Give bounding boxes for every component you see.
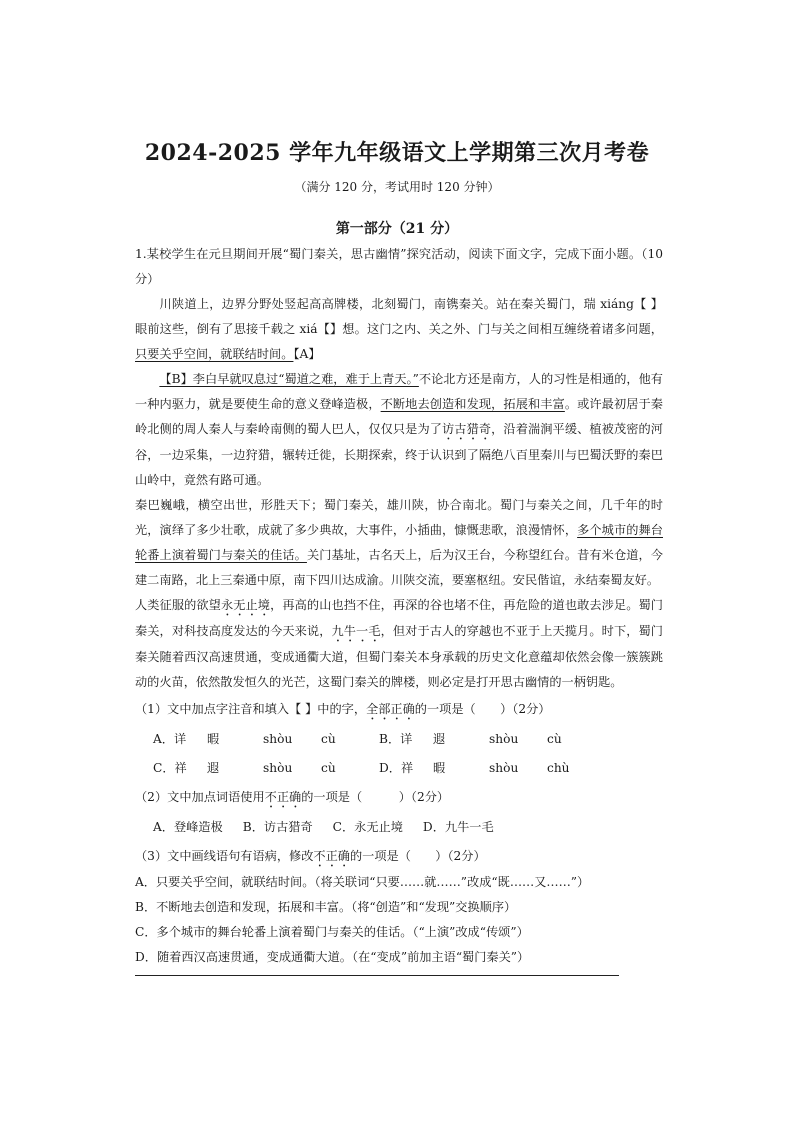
- passage-paragraph-4: [135, 593, 663, 695]
- sub-question-3-stem: [135, 844, 663, 870]
- underlined-sentence-c: 多个城市的舞台轮番上演着蜀门与秦关的佳话。: [135, 523, 663, 562]
- option-a-pinyin2: cù: [321, 732, 336, 746]
- option-c-pinyin1: shòu: [263, 761, 293, 775]
- passage-paragraph-1: [135, 292, 663, 367]
- sub-question-1-options-ab: [135, 727, 663, 752]
- stem-text: （3）文中画线语句有语病，修改: [135, 849, 314, 863]
- stem-text: （1）文中加点字注音和填入【 】中的字，: [135, 702, 367, 716]
- stem-emphasis: 全部正确: [366, 702, 415, 716]
- sub-question-2-stem: [135, 785, 663, 811]
- sub-question-1-options-cd: [135, 756, 663, 781]
- option-b-char2: 遐: [433, 732, 446, 746]
- stem-emphasis: 不正确: [264, 790, 302, 804]
- passage-text: ，: [368, 397, 381, 411]
- underlined-sentence-a: 只要关乎空间，就联结时间。: [135, 347, 294, 361]
- passage-text: 人类征服的欲望: [135, 598, 221, 612]
- stem-emphasis: 不正确: [313, 849, 350, 863]
- exam-title: 2024-2025 学年九年级语文上学期第三次月考卷: [144, 140, 650, 166]
- bottom-divider: [135, 975, 619, 976]
- question-1-intro: 1.某校学生在元旦期间开展“蜀门秦关，思古幽情”探究活动，阅读下面文字，完成下面小题。（10分）: [135, 247, 663, 286]
- option-b-char1[interactable]: B．详: [379, 732, 413, 746]
- passage-text: ，但蜀门秦关本身承载的历史文化意蕴却依然会像一簇簇跳动的火苗，依然散发恒久的光芒，这蜀门秦关的牌楼，则必定是打开思古幽情的一柄钥匙。: [135, 650, 663, 689]
- passage-marker-a: 【A】: [293, 347, 321, 361]
- passage-text: 关门基址，古名天上，后为汉王台，今称望红台。昔有米仓道，今建二南路，北上三秦通中原，南下四川达成渝。川陕交流，要塞枢纽。安民偕谊，永结秦蜀友好。: [135, 548, 663, 587]
- stem-text: （2）文中加点词语使用: [135, 790, 265, 804]
- passage-text: ，再高的山也挡不住，再深的谷也堵不住，再危险的道也敢去涉足。蜀门秦关，对科技高度发达的今天来说，: [135, 598, 663, 638]
- quote-li-bai: 【B】李白早就叹息过“蜀道之难，难于上青天。”: [159, 372, 419, 386]
- sub-question-1-stem: [135, 697, 663, 723]
- dotted-term-1: 登峰造极: [319, 397, 369, 411]
- passage-text: 秦巴巍峨，横空出世，形胜天下；蜀门秦关，雄川陕，协合南北。蜀门与秦关之间，几千年的时光，演绎了多少壮歌，成就了多少典故，大事件，小插曲，慷慨悲歌，浪漫情怀，: [135, 498, 663, 537]
- option-d-char1[interactable]: D．祥: [379, 761, 414, 775]
- stem-text: 的一项是（ ）（2分）: [414, 702, 551, 716]
- section-heading: 第一部分（21 分）: [335, 221, 459, 237]
- option-d-pinyin1: shòu: [489, 761, 519, 775]
- option-a-char1[interactable]: A．详: [153, 732, 187, 746]
- passage-paragraph-2: [135, 367, 663, 493]
- option-b[interactable]: B．访古猎奇: [242, 820, 313, 834]
- passage-text: 川陕道上，边界分野处竖起高高牌楼，北刻蜀门，南镌秦关。站在秦关蜀门，瑞 xiáng【 】眼前这些，倒有了思接千载之 xiá【】想。这门之内、关之外、门与关之间相互缠绕着诸多问题，: [135, 297, 663, 336]
- option-d-char2: 暇: [433, 761, 446, 775]
- passage-text: 。或许最初居于秦岭北侧的周人秦人与秦岭南侧的蜀人巴人，仅仅只是为了: [135, 397, 663, 436]
- passage-text: 不论北方还是南方，人的习性是相通的，他有一种内驱力，就是要使生命的意义: [135, 372, 663, 411]
- passage-text: ，但对于古人的穿越也不亚于上天揽月。时下，: [380, 624, 639, 638]
- sub-question-3-option-c[interactable]: C．多个城市的舞台轮番上演着蜀门与秦关的佳话。（“上演”改成“传颂”）: [135, 925, 529, 939]
- option-c-char2: 遐: [207, 761, 220, 775]
- dotted-term-4: 九牛一毛: [331, 624, 381, 638]
- sub-question-3-option-b[interactable]: B．不断地去创造和发现，拓展和丰富。（将“创造”和“发现”交换顺序）: [135, 900, 517, 914]
- option-a-char2: 暇: [207, 732, 220, 746]
- underlined-sentence-d: 蜀门秦关随着西汉高速贯通，变成通衢大道: [135, 624, 663, 664]
- option-a-pinyin1: shòu: [263, 732, 293, 746]
- sub-question-3-option-d[interactable]: D．随着西汉高速贯通，变成通衢大道。（在“变成”前加主语“蜀门秦关”）: [135, 950, 530, 964]
- option-a[interactable]: A．登峰造极: [153, 820, 223, 834]
- option-b-pinyin2: cù: [547, 732, 562, 746]
- option-c[interactable]: C．永无止境: [332, 820, 403, 834]
- option-c-char1[interactable]: C．祥: [153, 761, 187, 775]
- stem-text: 的一项是（ ）（2分）: [349, 849, 486, 863]
- sub-question-3-option-a[interactable]: A．只要关乎空间，就联结时间。（将关联词“只要……就……”改成“既……又……”）: [135, 875, 590, 889]
- exam-subtitle: （满分 120 分，考试用时 120 分钟）: [294, 180, 500, 194]
- option-d-pinyin2: chù: [547, 761, 570, 775]
- option-c-pinyin2: cù: [321, 761, 336, 775]
- dotted-term-3: 永无止境: [220, 598, 271, 612]
- stem-text: 的一项是（ ）（2分）: [301, 790, 450, 804]
- option-d[interactable]: D．九牛一毛: [422, 820, 494, 834]
- sub-question-2-options: [135, 815, 663, 840]
- question-body: [135, 242, 663, 970]
- passage-paragraph-3: [135, 493, 663, 593]
- option-b-pinyin1: shòu: [489, 732, 519, 746]
- underlined-sentence-b: 不断地去创造和发现，拓展和丰富: [380, 397, 565, 411]
- passage-text: ，沿着湍涧平缓、植被茂密的河谷，一边采集，一边狩猎，辗转迁徙，长期探索，终于认识到了隔绝八百里秦川与巴蜀沃野的秦巴山岭中，竟然有路可通。: [135, 422, 663, 487]
- dotted-term-2: 访古猎奇: [442, 422, 492, 436]
